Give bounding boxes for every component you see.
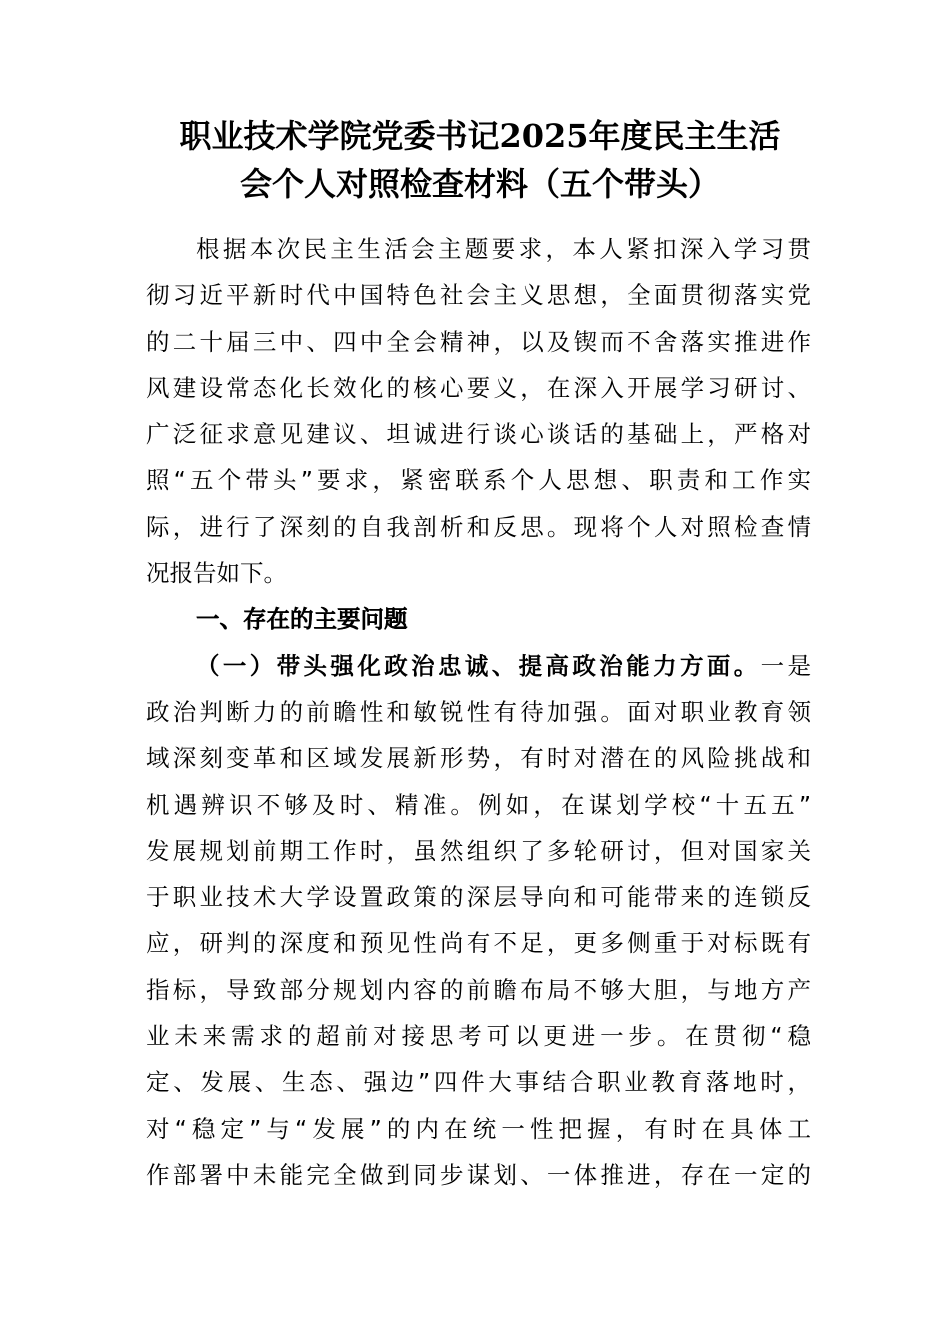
paragraph-line: 广泛征求意见建议、坦诚进行谈心谈话的基础上，严格对: [146, 420, 811, 449]
paragraph-line: 域深刻变革和区域发展新形势，有时对潜在的风险挑战和: [146, 744, 811, 773]
paragraph-line: [146, 643, 811, 689]
title-line-1: 职业技术学院党委书记2025年度民主生活: [179, 117, 781, 155]
section-heading-text: 一、存在的主要问题: [196, 605, 408, 634]
paragraph-line: 指标，导致部分规划内容的前瞻布局不够大胆，与地方产: [146, 975, 811, 1004]
paragraph-line: 作部署中未能完全做到同步谋划、一体推进，存在一定的: [146, 1160, 811, 1189]
paragraph-line: 机遇辨识不够及时、精准。例如，在谋划学校“十五五”: [146, 790, 811, 819]
paragraph-line: 根据本次民主生活会主题要求，本人紧扣深入学习贯: [196, 235, 811, 263]
document-title: [140, 112, 820, 208]
paragraph-line: 定、发展、生态、强边”四件大事结合职业教育落地时，: [146, 1068, 811, 1097]
intro-paragraph: [146, 226, 811, 596]
paragraph-line: 彻习近平新时代中国特色社会主义思想，全面贯彻落实党: [146, 281, 811, 310]
paragraph-line: 发展规划前期工作时，虽然组织了多轮研讨，但对国家关: [146, 836, 811, 865]
paragraph-line: 应，研判的深度和预见性尚有不足，更多侧重于对标既有: [146, 929, 811, 958]
paragraph-line: 对“稳定”与“发展”的内在统一性把握，有时在具体工: [146, 1114, 811, 1143]
paragraph-line: 业未来需求的超前对接思考可以更进一步。在贯彻“稳: [146, 1022, 811, 1051]
title-line-2: 会个人对照检查材料（五个带头）: [239, 165, 720, 203]
paragraph-line: 于职业技术大学设置政策的深层导向和可能带来的连锁反: [146, 883, 811, 912]
paragraph-line: 风建设常态化长效化的核心要义，在深入开展学习研讨、: [146, 373, 811, 402]
paragraph-line: 际，进行了深刻的自我剖析和反思。现将个人对照检查情: [146, 512, 811, 541]
paragraph-line: 的二十届三中、四中全会精神，以及锲而不舍落实推进作: [146, 327, 811, 356]
subsection-heading: （一）带头强化政治忠诚、提高政治能力方面。: [196, 651, 761, 680]
subsection-paragraph: [146, 643, 811, 1199]
document-body: [146, 226, 811, 1198]
paragraph-text: 一是: [760, 651, 812, 680]
paragraph-line: 况报告如下。: [146, 559, 287, 588]
paragraph-line: 照“五个带头”要求，紧密联系个人思想、职责和工作实: [146, 466, 811, 495]
paragraph-line: 政治判断力的前瞻性和敏锐性有待加强。面对职业教育领: [146, 697, 811, 726]
section-heading: [146, 596, 811, 642]
